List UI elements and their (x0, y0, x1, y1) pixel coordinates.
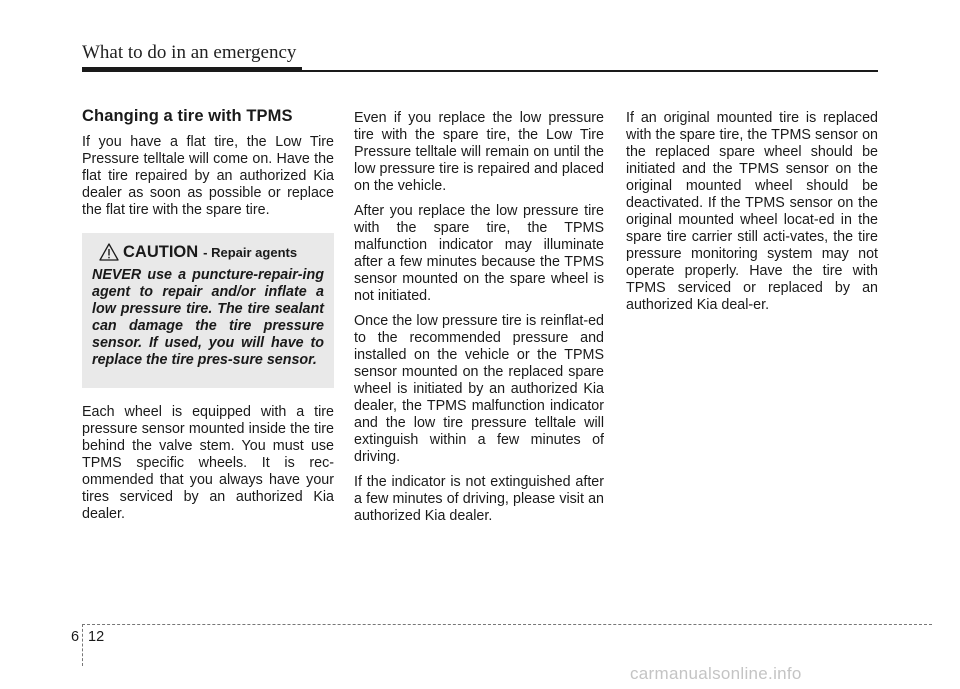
paragraph: Once the low pressure tire is reinflat-ed to the recommended pressure and installed on the vehicle or the TPMS sensor mounted on the replaced spare wheel is initiated by an authorized Kia dealer, the TPMS malfunction indicator and the low tire pressure telltale will extinguish within a few minutes of driving. (354, 313, 604, 465)
footer-rule (82, 624, 932, 625)
page-number: 12 (88, 629, 105, 645)
warning-triangle-icon (99, 243, 119, 261)
paragraph: If you have a flat tire, the Low Tire Pressure telltale will come on. Have the flat tire repaired by an authorized Kia dealer as soon as possible or replace the flat tire with the spare tire. (82, 134, 334, 218)
section-title: What to do in an emergency (82, 42, 297, 63)
header-rule (82, 70, 878, 72)
caution-box (82, 233, 334, 388)
paragraph: Each wheel is equipped with a tire pressure sensor mounted inside the tire behind the valve stem. You must use TPMS specific wheels. It is rec-ommended that you always have your tires serviced by an authorized Kia dealer. (82, 404, 334, 522)
paragraph: If the indicator is not extinguished after a few minutes of driving, please visit an authorized Kia dealer. (354, 474, 604, 524)
caution-header (92, 243, 324, 261)
heading-changing-tire-tpms: Changing a tire with TPMS (82, 107, 293, 125)
caution-subtitle: - Repair agents (203, 244, 298, 260)
column-3 (626, 110, 878, 322)
caution-label: CAUTION (123, 242, 199, 261)
page-number-divider (82, 624, 83, 666)
column-1 (82, 108, 334, 531)
caution-text: NEVER use a puncture-repair-ing agent to repair and/or inflate a low pressure tire. The tire sealant can damage the tire pressure sensor. If used, you will have to replace the tire pres-sure sensor. (92, 267, 324, 368)
paragraph: After you replace the low pressure tire with the spare tire, the TPMS malfunction indicator may illuminate after a few minutes because the TPMS sensor mounted on the spare wheel is not initiated. (354, 203, 604, 304)
paragraph: Even if you replace the low pressure tire with the spare tire, the Low Tire Pressure telltale will remain on until the low pressure tire is repaired and placed on the vehicle. (354, 110, 604, 194)
paragraph: If an original mounted tire is replaced with the spare tire, the TPMS sensor on the replaced spare wheel should be initiated and the TPMS sensor on the original mounted wheel should be deactivated. If the TPMS sensor on the original mounted wheel locat-ed in the spare tire carrier still acti-vates, the tire pressure monitoring system may not operate properly. Have the tire with TPMS serviced or replaced by an authorized Kia deal-er. (626, 110, 878, 313)
watermark: carmanualsonline.info (630, 664, 802, 683)
chapter-number: 6 (71, 629, 80, 645)
column-2 (354, 110, 604, 533)
